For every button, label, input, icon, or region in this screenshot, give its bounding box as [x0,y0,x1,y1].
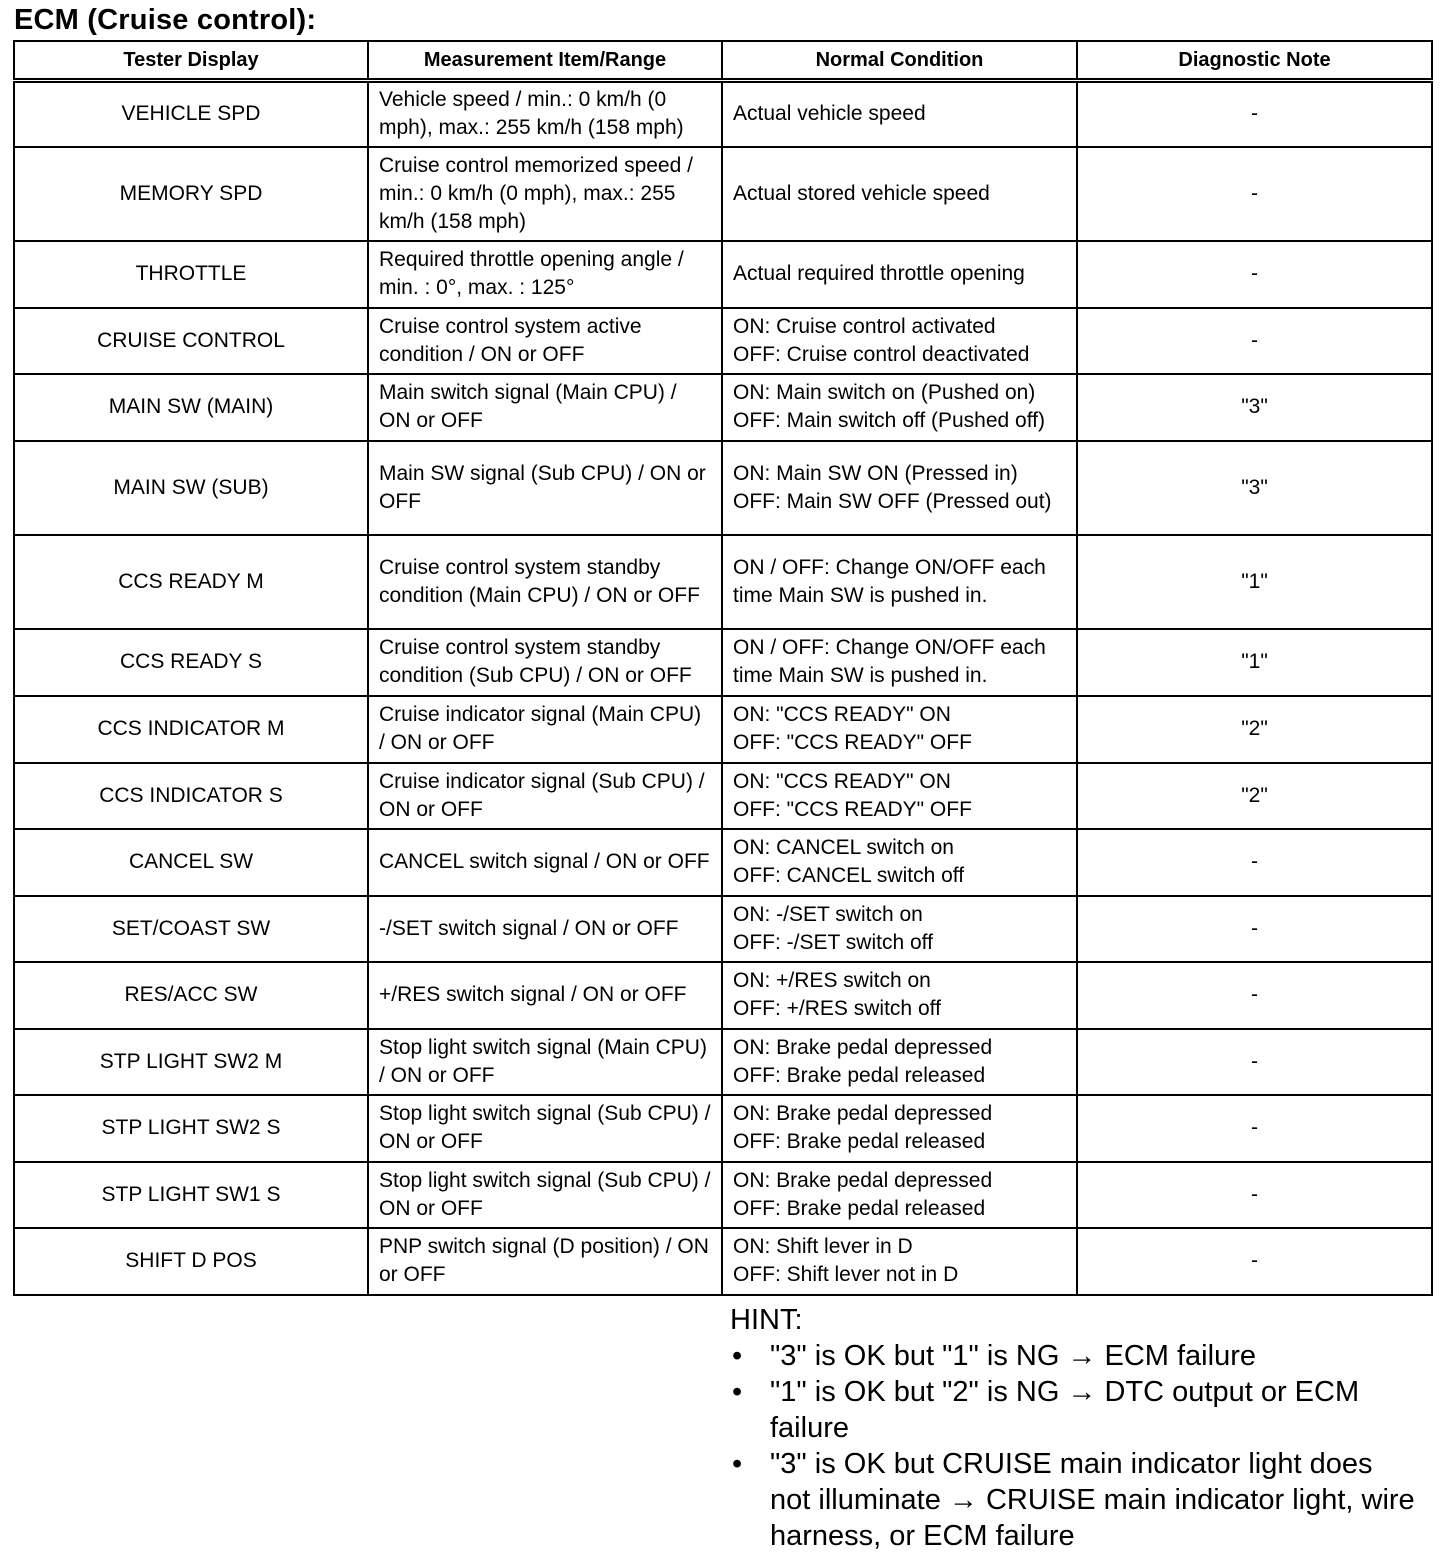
diagnostic-note-cell: - [1077,962,1432,1029]
hint-item-text: "1" is OK but "2" is NG → DTC output or ECM failure [770,1376,1360,1444]
tester-display-cell: MAIN SW (SUB) [14,441,368,535]
tester-display-cell: RES/ACC SW [14,962,368,1029]
measurement-cell: Cruise indicator signal (Main CPU) / ON or OFF [368,696,722,763]
table-row [14,535,1432,629]
normal-condition-cell: ON / OFF: Change ON/OFF each time Main SW is pushed in. [722,535,1077,629]
tester-display-cell: CCS INDICATOR M [14,696,368,763]
measurement-cell: Stop light switch signal (Sub CPU) / ON or OFF [368,1095,722,1162]
normal-condition-cell: ON: "CCS READY" ON OFF: "CCS READY" OFF [722,696,1077,763]
tester-display-cell: THROTTLE [14,241,368,308]
hint-item [730,1374,1420,1446]
diagnostic-note-cell: - [1077,829,1432,896]
tester-display-cell: MEMORY SPD [14,147,368,241]
normal-condition-cell: ON: Main SW ON (Pressed in) OFF: Main SW OFF (Pressed out) [722,441,1077,535]
tester-display-cell: VEHICLE SPD [14,81,368,147]
page-title: ECM (Cruise control): [14,4,317,36]
table-row [14,896,1432,962]
measurement-cell: Stop light switch signal (Main CPU) / ON or OFF [368,1029,722,1095]
tester-display-cell: CANCEL SW [14,829,368,896]
normal-condition-cell: ON: "CCS READY" ON OFF: "CCS READY" OFF [722,763,1077,829]
diagnostic-note-cell: "3" [1077,374,1432,441]
measurement-cell: Cruise indicator signal (Sub CPU) / ON or OFF [368,763,722,829]
measurement-cell: Vehicle speed / min.: 0 km/h (0 mph), max.: 255 km/h (158 mph) [368,81,722,147]
measurement-cell: Stop light switch signal (Sub CPU) / ON or OFF [368,1162,722,1228]
table-row [14,1095,1432,1162]
ecm-data-table [13,40,1433,1296]
table-row [14,1228,1432,1295]
normal-condition-cell: ON: Main switch on (Pushed on) OFF: Main switch off (Pushed off) [722,374,1077,441]
table-row [14,1029,1432,1095]
diagnostic-note-cell: "1" [1077,535,1432,629]
normal-condition-cell: Actual vehicle speed [722,81,1077,147]
tester-display-cell: STP LIGHT SW2 M [14,1029,368,1095]
table-row [14,1162,1432,1228]
measurement-cell: Cruise control system standby condition (Main CPU) / ON or OFF [368,535,722,629]
normal-condition-cell: ON: CANCEL switch on OFF: CANCEL switch off [722,829,1077,896]
normal-condition-cell: ON: Brake pedal depressed OFF: Brake pedal released [722,1162,1077,1228]
normal-condition-cell: ON: Brake pedal depressed OFF: Brake pedal released [722,1029,1077,1095]
bullet-icon: • [732,1340,743,1372]
table-row [14,81,1432,147]
diagnostic-note-cell: - [1077,81,1432,147]
measurement-cell: Main switch signal (Main CPU) / ON or OFF [368,374,722,441]
hint-section [730,1302,1420,1554]
measurement-cell: +/RES switch signal / ON or OFF [368,962,722,1029]
header-normal-condition: Normal Condition [722,41,1077,81]
header-tester-display: Tester Display [14,41,368,81]
hint-title: HINT: [730,1304,803,1336]
normal-condition-cell: ON: +/RES switch on OFF: +/RES switch off [722,962,1077,1029]
diagnostic-note-cell: - [1077,1095,1432,1162]
measurement-cell: Cruise control system standby condition (Sub CPU) / ON or OFF [368,629,722,696]
tester-display-cell: MAIN SW (MAIN) [14,374,368,441]
table-row [14,374,1432,441]
diagnostic-note-cell: - [1077,308,1432,374]
normal-condition-cell: ON: Cruise control activated OFF: Cruise control deactivated [722,308,1077,374]
measurement-cell: Cruise control memorized speed / min.: 0 km/h (0 mph), max.: 255 km/h (158 mph) [368,147,722,241]
diagnostic-note-cell: - [1077,147,1432,241]
diagnostic-note-cell: - [1077,1162,1432,1228]
hint-item [730,1338,1420,1374]
diagnostic-note-cell: "2" [1077,696,1432,763]
table-row [14,829,1432,896]
normal-condition-cell: ON / OFF: Change ON/OFF each time Main SW is pushed in. [722,629,1077,696]
measurement-cell: -/SET switch signal / ON or OFF [368,896,722,962]
tester-display-cell: CCS INDICATOR S [14,763,368,829]
table-header-row [14,41,1432,81]
hint-list [730,1338,1420,1554]
diagnostic-note-cell: - [1077,241,1432,308]
measurement-cell: PNP switch signal (D position) / ON or OFF [368,1228,722,1295]
measurement-cell: Cruise control system active condition / ON or OFF [368,308,722,374]
diagnostic-note-cell: - [1077,896,1432,962]
hint-item-text: "3" is OK but "1" is NG → ECM failure [770,1340,1256,1372]
diagnostic-note-cell: "3" [1077,441,1432,535]
tester-display-cell: CCS READY S [14,629,368,696]
diagnostic-note-cell: "1" [1077,629,1432,696]
normal-condition-cell: ON: -/SET switch on OFF: -/SET switch off [722,896,1077,962]
tester-display-cell: CCS READY M [14,535,368,629]
table-row [14,441,1432,535]
diagnostic-note-cell: - [1077,1029,1432,1095]
tester-display-cell: SHIFT D POS [14,1228,368,1295]
hint-item-text: "3" is OK but CRUISE main indicator light does not illuminate → CRUISE main indicator light, wire harness, or ECM failure [770,1448,1415,1552]
measurement-cell: CANCEL switch signal / ON or OFF [368,829,722,896]
diagnostic-note-cell: - [1077,1228,1432,1295]
tester-display-cell: CRUISE CONTROL [14,308,368,374]
tester-display-cell: SET/COAST SW [14,896,368,962]
table-row [14,629,1432,696]
table-row [14,147,1432,241]
hint-item [730,1446,1420,1554]
normal-condition-cell: ON: Shift lever in D OFF: Shift lever not in D [722,1228,1077,1295]
measurement-cell: Main SW signal (Sub CPU) / ON or OFF [368,441,722,535]
normal-condition-cell: Actual stored vehicle speed [722,147,1077,241]
table-row [14,241,1432,308]
measurement-cell: Required throttle opening angle / min. : 0°, max. : 125° [368,241,722,308]
header-diagnostic-note: Diagnostic Note [1077,41,1432,81]
diagnostic-note-cell: "2" [1077,763,1432,829]
tester-display-cell: STP LIGHT SW1 S [14,1162,368,1228]
header-measurement-item: Measurement Item/Range [368,41,722,81]
tester-display-cell: STP LIGHT SW2 S [14,1095,368,1162]
table-row [14,308,1432,374]
table-body [14,81,1432,1295]
bullet-icon: • [732,1376,743,1408]
normal-condition-cell: ON: Brake pedal depressed OFF: Brake pedal released [722,1095,1077,1162]
table-row [14,962,1432,1029]
table-row [14,763,1432,829]
bullet-icon: • [732,1448,743,1480]
table-row [14,696,1432,763]
normal-condition-cell: Actual required throttle opening [722,241,1077,308]
